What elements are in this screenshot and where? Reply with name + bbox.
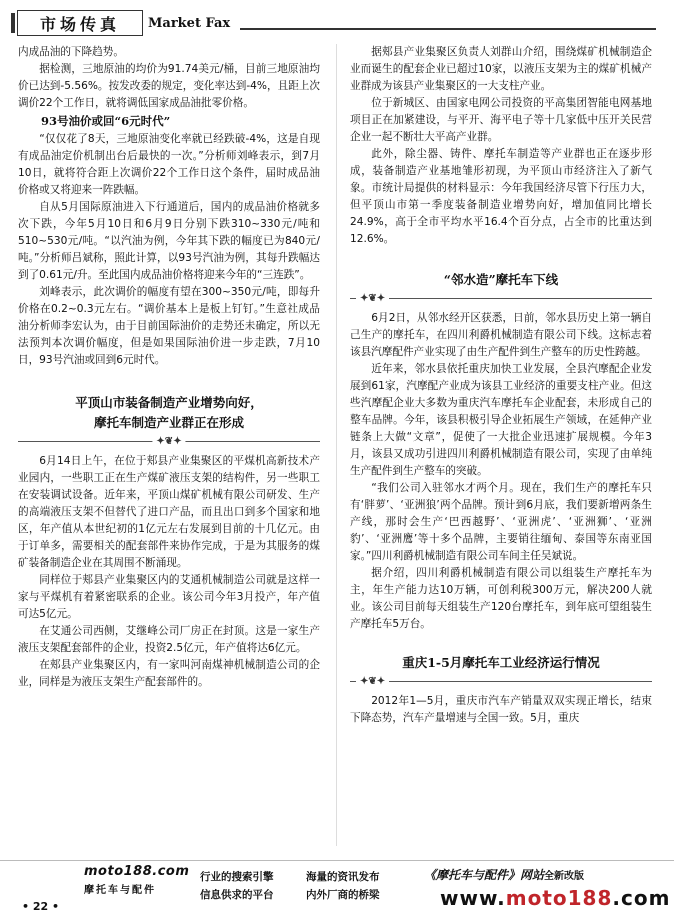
subheading: 93号油价或回“6元时代”	[41, 114, 171, 128]
paragraph: 据郏县产业集聚区负责人刘群山介绍，围绕煤矿机械制造企业而诞生的配套企业已超过10家，以液压支架为主的煤矿机械产业群成为该县产业集聚区的一大支柱产业。	[350, 46, 652, 92]
paragraph: 2012年1—5月，重庆市汽车产销量双双实现正增长，结束下降态势，汽车产量增速与全国一致。5月，重庆	[350, 695, 652, 724]
ornament-icon: ✦❦✦	[356, 293, 389, 304]
article-title	[350, 653, 652, 687]
url-main: moto188	[505, 886, 613, 910]
paragraph: 近年来，邻水县依托重庆加快工业发展，全县汽摩配企业发展到61家，汽摩配产业成为该县工业经济的重要支柱产业。但这些汽摩配企业大多数为重庆汽车摩托车企业配套，未形成自己的整车品牌。今年，该县积极引导企业拓展生产领域，在延伸产业链条上大做“文章”，促使了一大批企业迅速扩展规模。今年3月，该县又成功引进四川利爵机械制造有限公司，实现了由单纯生产配件到生产整车的突破。	[350, 363, 652, 477]
site-name-text: 《摩托车与配件》网站	[424, 868, 545, 882]
paragraph: 在郏县产业集聚区内，有一家叫河南煤神机械制造公司的企业，同样是为液压支架生产配套部件的。	[18, 659, 320, 688]
section-title-box	[17, 10, 143, 36]
column-divider	[336, 44, 337, 846]
paragraph: 据介绍，四川利爵机械制造有限公司以组装生产摩托车为主，年生产能力达10万辆，可创利税300万元，解决200人就业。该公司目前每天组装生产120台摩托车，到年底可望组装生产摩托车5万台。	[350, 567, 652, 630]
section-title-en: Market Fax	[148, 16, 231, 31]
article-title	[350, 270, 652, 304]
paragraph: 6月2日，从邻水经开区获悉，日前，邻水县历史上第一辆自己生产的摩托车，在四川利爵机械制造有限公司下线。这标志着该县汽摩配件产业实现了由生产配件到生产整车的历史性跨越。	[350, 312, 652, 358]
page-footer	[0, 856, 674, 921]
logo-subtext: 摩托车与配件	[84, 885, 156, 896]
paragraph: 6月14日上午，在位于郏县产业集聚区的平煤机高新技术产业园内，一些职工正在生产煤矿液压支架的结构件，另一些职工在安装调试设备。近年来，平顶山煤矿机械有限公司研发、生产的高端液压支架不但替代了进口产品，而且出口到多个国家和地区，年产值从本世纪初的1亿元左右发展到目前的十几亿元。由于订单多，需要相关的配套部件来协作完成，于是为其服务的煤矿装备制造企业在其周围不断涌现。	[18, 455, 320, 569]
paragraph: 在艾通公司西侧，艾继峰公司厂房正在封顶。这是一家生产液压支架配套部件的企业，投资2.5亿元，年产值将达6亿元。	[18, 625, 320, 654]
article-title	[18, 393, 320, 447]
right-column	[350, 44, 652, 727]
slogan: 内外厂商的桥梁	[306, 889, 380, 901]
left-column	[18, 44, 320, 691]
site-name	[424, 866, 584, 883]
paragraph: 同样位于郏县产业集聚区内的艾通机械制造公司就是这样一家与平煤机有着紧密联系的企业。该公司今年3月投产，年产值可达5亿元。	[18, 574, 320, 620]
site-url-link[interactable]	[440, 886, 670, 910]
url-prefix: www.	[440, 886, 506, 910]
page-header	[0, 0, 674, 40]
page-number: • 22 •	[22, 900, 60, 913]
title-rule	[350, 681, 652, 682]
slogan: 信息供求的平台	[200, 889, 274, 901]
paragraph: 此外，除尘器、铸件、摩托车制造等产业群也正在逐步形成，装备制造产业基地雏形初现，为平顶山市经济注入了新气象。市统计局提供的材料显示：今年我国经济尽管下行压力大，但平顶山市第一季度装备制造业增势向好，增加值同比增长24.9%，高于全市平均水平16.4个百分点，占全市的比重达到12.6%。	[350, 148, 652, 245]
paragraph: 刘峰表示，此次调价的幅度有望在300~350元/吨，即每升价格在0.2~0.3元左右。“调价基本上是板上钉钉。”生意社成品油分析师李宏认为，由于目前国际油价的走势还未确定，所以无法预判本次调价幅度，但是如果国际油价进一步走跌，7月10日，93号汽油或回到6元时代。	[18, 286, 320, 366]
slogan: 行业的搜索引擎	[200, 871, 274, 883]
paragraph: 据检测，三地原油的均价为91.74美元/桶，目前三地原油均价已达到-5.56%。按发改委的规定，变化率达到-4%，且距上次调价22个工作日，就将调低国家成品油批零价格。	[18, 63, 320, 109]
ornament-icon: ✦❦✦	[356, 676, 389, 687]
url-suffix: .com	[612, 886, 671, 910]
footer-slogans	[200, 868, 412, 904]
paragraph: “仅仅花了8天，三地原油变化率就已经跌破-4%，这是自现有成品油定价机制出台后最快的一次。”分析师刘峰表示，到7月10日，就将符合距上次调价22个工作日这个条件，届时成品油价格或又将迎来一阵跌幅。	[18, 133, 320, 196]
footer-rule	[0, 860, 674, 861]
paragraph: 内成品油的下降趋势。	[18, 46, 124, 58]
section-title: 市场传真	[39, 14, 120, 34]
paragraph: 自从5月国际原油进入下行通道后，国内的成品油价格就多次下跌，今年5月10日和6月9日分别下跌310~330元/吨和510~530元/吨。“以汽油为例，今年其下跌的幅度已为840元/吨。”分析师吕斌称，照此计算，以93号汽油为例，其每升跌幅达到了0.61元/升。至此国内成品油价格将迎来今年的“三连跌”。	[18, 201, 320, 281]
article-title-line: 摩托车制造产业群正在形成	[93, 415, 244, 430]
footer-logo[interactable]	[84, 864, 190, 912]
title-rule	[350, 298, 652, 299]
slogan: 海量的资讯发布	[306, 871, 380, 883]
site-tag: 全新改版	[544, 871, 585, 882]
ornament-icon: ✦❦✦	[152, 436, 185, 447]
paragraph: 位于新城区、由国家电网公司投资的平高集团智能电网基地项目正在加紧建设，与平开、海平电子等十几家低中压开关民营企业一起不断壮大平高产业群。	[350, 97, 652, 143]
article-title-line: 重庆1-5月摩托车工业经济运行情况	[402, 655, 600, 670]
paragraph: “我们公司入驻邻水才两个月。现在，我们生产的摩托车只有‘胖萝’、‘亚洲狼’两个品牌。预计到6月底，我们要新增两条生产线，那时会生产‘巴西越野’、‘亚洲虎’、‘亚洲狮’、‘亚洲豹’、‘亚洲鹰’等十多个品牌，主要销往缅甸、泰国等东南亚国家。”四川利爵机械制造有限公司车间主任吴斌说。	[350, 482, 652, 562]
logo-text: moto188.com	[84, 864, 190, 879]
header-rule	[240, 28, 656, 30]
article-title-line: 平顶山市装备制造产业增势向好，	[75, 395, 263, 410]
article-title-line: “邻水造”摩托车下线	[443, 272, 559, 287]
